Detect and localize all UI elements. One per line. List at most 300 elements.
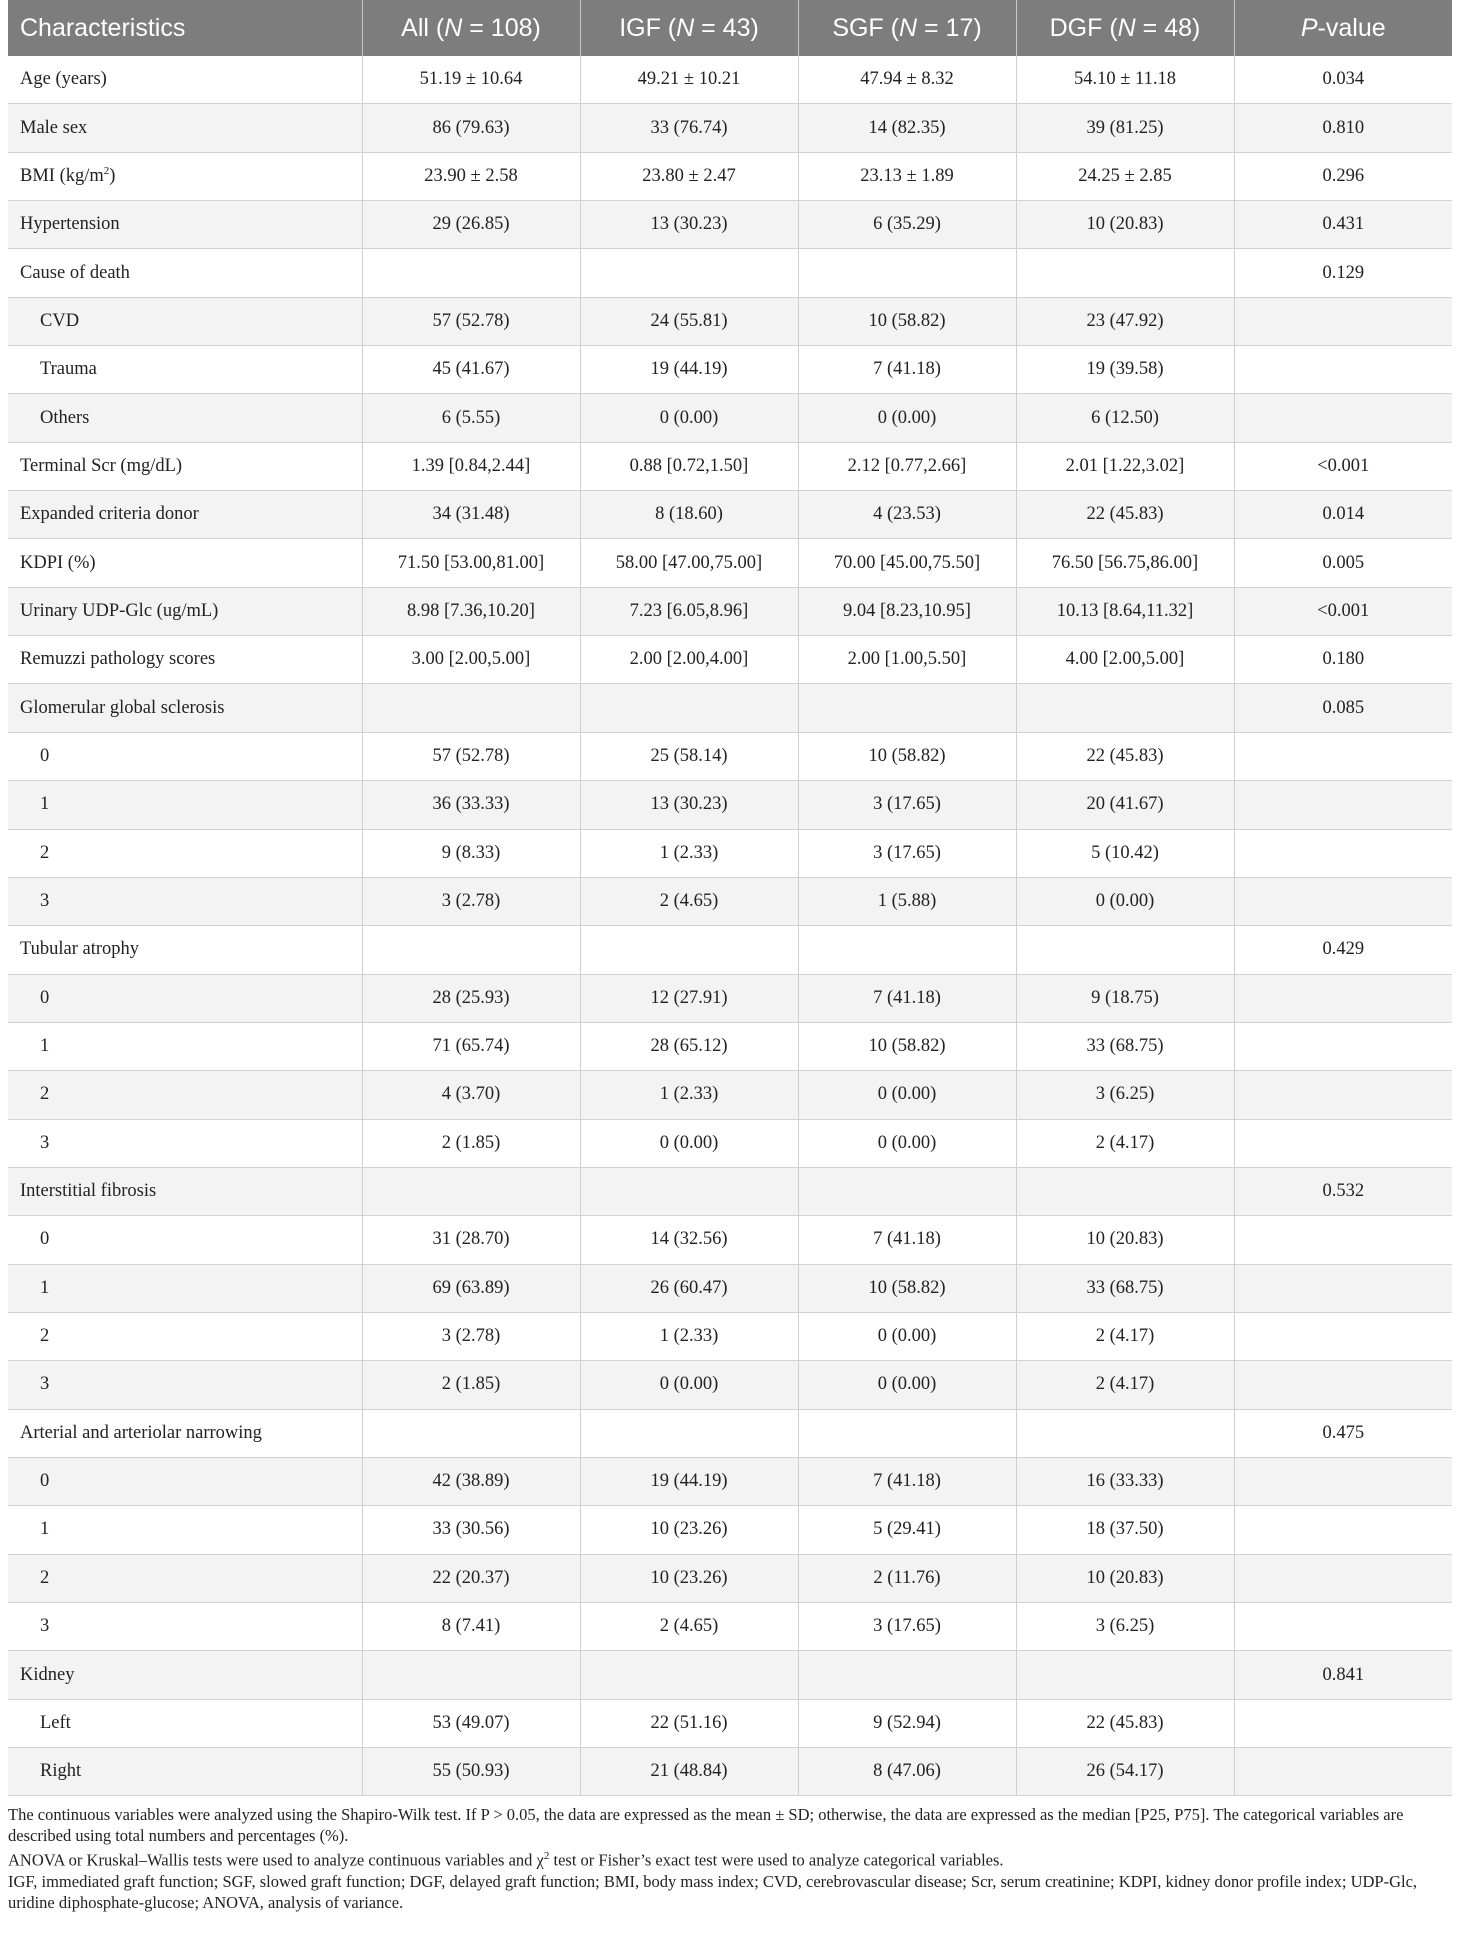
table-cell: 12 (27.91) [580, 974, 798, 1022]
row-label-text: Age (years) [20, 69, 107, 90]
table-cell: 0.431 [1234, 201, 1452, 249]
row-label-text: 3 [40, 891, 50, 912]
table-cell: 9 (52.94) [798, 1699, 1016, 1747]
column-header-suffix: = 108) [462, 13, 541, 42]
table-cell [1234, 1554, 1452, 1602]
table-cell: 0.085 [1234, 684, 1452, 732]
table-cell [362, 1409, 580, 1457]
table-cell: 10 (23.26) [580, 1506, 798, 1554]
table-row [8, 732, 1452, 780]
table-cell: 10 (20.83) [1016, 1554, 1234, 1602]
table-cell: 10 (20.83) [1016, 201, 1234, 249]
row-label [8, 1264, 362, 1312]
table-cell: 2 (11.76) [798, 1554, 1016, 1602]
table-cell: 10 (58.82) [798, 732, 1016, 780]
table-cell [1016, 926, 1234, 974]
table-cell [1234, 394, 1452, 442]
row-label [8, 1651, 362, 1699]
table-cell: 25 (58.14) [580, 732, 798, 780]
row-label-text: KDPI (%) [20, 552, 96, 573]
row-label-text: 1 [40, 1036, 50, 1057]
table-row [8, 1603, 1452, 1651]
table-cell: 3.00 [2.00,5.00] [362, 636, 580, 684]
row-label [8, 877, 362, 925]
column-header-2 [580, 0, 798, 56]
row-label [8, 297, 362, 345]
table-cell: 23.13 ± 1.89 [798, 152, 1016, 200]
row-label [8, 684, 362, 732]
table-cell: 2.01 [1.22,3.02] [1016, 442, 1234, 490]
table-row [8, 1699, 1452, 1747]
column-header-5 [1234, 0, 1452, 56]
header-row [8, 0, 1452, 56]
table-row [8, 394, 1452, 442]
table-cell [1234, 1748, 1452, 1796]
row-label [8, 1361, 362, 1409]
table-cell [1234, 1457, 1452, 1505]
table-cell: 23.90 ± 2.58 [362, 152, 580, 200]
footnote [8, 1871, 1448, 1913]
column-header-text: All ( [401, 13, 445, 42]
table-cell: 1 (2.33) [580, 1312, 798, 1360]
table-cell: 2 (4.17) [1016, 1361, 1234, 1409]
table-row [8, 587, 1452, 635]
table-cell [1234, 1119, 1452, 1167]
table-cell [1234, 1699, 1452, 1747]
table-cell: 76.50 [56.75,86.00] [1016, 539, 1234, 587]
table-cell: 14 (32.56) [580, 1216, 798, 1264]
table-row [8, 152, 1452, 200]
table-row [8, 56, 1452, 104]
table-cell: 4 (3.70) [362, 1071, 580, 1119]
table-row [8, 1264, 1452, 1312]
column-header-text: Characteristics [20, 13, 186, 42]
row-label-text: 2 [40, 842, 50, 863]
table-cell [798, 249, 1016, 297]
table-cell: 0.180 [1234, 636, 1452, 684]
table-cell [1234, 1361, 1452, 1409]
table-cell: 57 (52.78) [362, 297, 580, 345]
column-header-0 [8, 0, 362, 56]
column-header-italic: N [444, 13, 463, 42]
table-cell: 0.475 [1234, 1409, 1452, 1457]
table-cell: 0 (0.00) [1016, 877, 1234, 925]
row-label-text: Trauma [40, 359, 97, 380]
row-label [8, 56, 362, 104]
row-label-text: Hypertension [20, 214, 120, 235]
row-label-text: 3 [40, 1374, 50, 1395]
table-cell: 20 (41.67) [1016, 781, 1234, 829]
row-label-text: 3 [40, 1616, 50, 1637]
table-cell [1016, 1409, 1234, 1457]
table-cell: 10 (20.83) [1016, 1216, 1234, 1264]
table-footnotes [8, 1796, 1452, 1913]
table-cell: 0 (0.00) [798, 1312, 1016, 1360]
row-label-text: 0 [40, 1471, 50, 1492]
table-row [8, 1651, 1452, 1699]
table-cell: 2 (1.85) [362, 1119, 580, 1167]
table-cell [1016, 249, 1234, 297]
row-label [8, 1312, 362, 1360]
table-cell [1234, 781, 1452, 829]
row-label [8, 442, 362, 490]
row-label-text: Tubular atrophy [20, 939, 140, 960]
column-header-italic: N [898, 13, 918, 42]
table-row [8, 1119, 1452, 1167]
column-header-italic: N [676, 13, 695, 42]
table-cell: 0 (0.00) [798, 394, 1016, 442]
row-label-text: 1 [40, 794, 50, 815]
table-cell: 2.12 [0.77,2.66] [798, 442, 1016, 490]
table-row [8, 491, 1452, 539]
row-label [8, 1603, 362, 1651]
table-row [8, 1506, 1452, 1554]
table-cell: 39 (81.25) [1016, 104, 1234, 152]
table-cell [1234, 1071, 1452, 1119]
table-cell: 7 (41.18) [798, 346, 1016, 394]
table-cell: 5 (29.41) [798, 1506, 1016, 1554]
row-label [8, 491, 362, 539]
row-label-text: Kidney [20, 1664, 75, 1685]
table-cell: 0 (0.00) [798, 1071, 1016, 1119]
table-cell: 16 (33.33) [1016, 1457, 1234, 1505]
row-label [8, 636, 362, 684]
table-row [8, 684, 1452, 732]
column-header-italic: N [1117, 13, 1136, 42]
row-label-text: CVD [40, 310, 80, 331]
table-cell: 2 (1.85) [362, 1361, 580, 1409]
table-cell: 3 (6.25) [1016, 1071, 1234, 1119]
table-row [8, 1022, 1452, 1070]
row-label-text: 0 [40, 1229, 50, 1250]
column-header-text: SGF ( [832, 13, 899, 42]
table-cell: 1 (2.33) [580, 829, 798, 877]
table-cell: 0.810 [1234, 104, 1452, 152]
table-cell: 22 (51.16) [580, 1699, 798, 1747]
row-label-text: Left [40, 1712, 71, 1733]
table-cell: 71.50 [53.00,81.00] [362, 539, 580, 587]
table-row [8, 1167, 1452, 1215]
table-row [8, 104, 1452, 152]
row-label [8, 1748, 362, 1796]
row-label-text: Cause of death [20, 262, 130, 283]
column-header-3 [798, 0, 1016, 56]
row-label-text: 1 [40, 1519, 50, 1540]
row-label-text: Expanded criteria donor [20, 504, 199, 525]
table-cell: 6 (12.50) [1016, 394, 1234, 442]
row-label [8, 926, 362, 974]
row-label-text: BMI (kg/m [20, 166, 104, 187]
table-cell: 18 (37.50) [1016, 1506, 1234, 1554]
table-cell [580, 1167, 798, 1215]
table-cell [362, 684, 580, 732]
table-cell [1234, 1603, 1452, 1651]
row-label [8, 1554, 362, 1602]
table-cell: 10 (23.26) [580, 1554, 798, 1602]
table-row [8, 1409, 1452, 1457]
table-row [8, 1748, 1452, 1796]
row-label-text: Remuzzi pathology scores [20, 649, 216, 670]
table-cell [798, 684, 1016, 732]
table-cell: 24.25 ± 2.85 [1016, 152, 1234, 200]
table-cell: 3 (2.78) [362, 1312, 580, 1360]
table-cell [362, 1167, 580, 1215]
table-cell [1234, 829, 1452, 877]
table-cell: 24 (55.81) [580, 297, 798, 345]
row-label [8, 732, 362, 780]
table-cell: 22 (20.37) [362, 1554, 580, 1602]
table-cell: 33 (68.75) [1016, 1022, 1234, 1070]
row-label-text: 2 [40, 1567, 50, 1588]
row-label-text: Urinary UDP-Glc (ug/mL) [20, 600, 219, 621]
footnote-text: IGF, immediated graft function; SGF, slowed graft function; DGF, delayed graft function; BMI, body mass index; CVD, cerebrovascular disease; Scr, serum creatinine; KDPI, kidney donor profile index; UDP-Glc, uridine diphosphate-glucose; ANOVA, analysis of variance. [8, 1871, 1418, 1912]
row-label [8, 152, 362, 200]
footnote-text: ANOVA or Kruskal–Wallis tests were used to analyze continuous variables and χ [8, 1850, 544, 1870]
table-cell: 6 (5.55) [362, 394, 580, 442]
row-label [8, 394, 362, 442]
table-cell: 1 (2.33) [580, 1071, 798, 1119]
column-header-1 [362, 0, 580, 56]
table-row [8, 636, 1452, 684]
row-label [8, 249, 362, 297]
table-row [8, 877, 1452, 925]
table-cell: 22 (45.83) [1016, 732, 1234, 780]
table-row [8, 1216, 1452, 1264]
table-cell: 13 (30.23) [580, 201, 798, 249]
table-cell: 2.00 [2.00,4.00] [580, 636, 798, 684]
table-cell: 7 (41.18) [798, 1216, 1016, 1264]
table-cell: 10.13 [8.64,11.32] [1016, 587, 1234, 635]
table-cell: 3 (2.78) [362, 877, 580, 925]
table-cell: 13 (30.23) [580, 781, 798, 829]
table-cell: 71 (65.74) [362, 1022, 580, 1070]
table-cell: 10 (58.82) [798, 297, 1016, 345]
table-cell: 7 (41.18) [798, 974, 1016, 1022]
table-row [8, 201, 1452, 249]
table-cell: 23 (47.92) [1016, 297, 1234, 345]
row-label-text: Terminal Scr (mg/dL) [20, 455, 183, 476]
row-label-superscript: 2 [103, 165, 110, 178]
row-label-text: Glomerular global sclerosis [20, 697, 225, 718]
table-row [8, 297, 1452, 345]
table-cell: 58.00 [47.00,75.00] [580, 539, 798, 587]
table-cell: 0.296 [1234, 152, 1452, 200]
table-cell: 1 (5.88) [798, 877, 1016, 925]
table-cell: 2 (4.65) [580, 1603, 798, 1651]
table-cell: 0 (0.00) [580, 1361, 798, 1409]
table-cell: 0.034 [1234, 56, 1452, 104]
table-cell: 4 (23.53) [798, 491, 1016, 539]
table-cell: 28 (65.12) [580, 1022, 798, 1070]
table-cell: 0 (0.00) [580, 394, 798, 442]
table-cell [580, 926, 798, 974]
table-cell [1234, 974, 1452, 1022]
table-cell: 19 (39.58) [1016, 346, 1234, 394]
table-cell [1234, 1264, 1452, 1312]
table-cell: 10 (58.82) [798, 1022, 1016, 1070]
table-cell: 33 (76.74) [580, 104, 798, 152]
table-cell: 26 (54.17) [1016, 1748, 1234, 1796]
column-header-4 [1016, 0, 1234, 56]
table-row [8, 1361, 1452, 1409]
table-cell: 0.014 [1234, 491, 1452, 539]
table-cell: 47.94 ± 8.32 [798, 56, 1016, 104]
table-cell [362, 249, 580, 297]
column-header-suffix: = 43) [694, 13, 759, 42]
table-cell [1234, 297, 1452, 345]
row-label-suffix: ) [109, 166, 116, 187]
table-cell: <0.001 [1234, 442, 1452, 490]
row-label-text: 2 [40, 1084, 50, 1105]
table-cell [580, 1651, 798, 1699]
table-cell: 23.80 ± 2.47 [580, 152, 798, 200]
table-cell [798, 1651, 1016, 1699]
table-row [8, 442, 1452, 490]
row-label [8, 1699, 362, 1747]
row-label-text: 0 [40, 987, 50, 1008]
table-cell: 36 (33.33) [362, 781, 580, 829]
table-cell: 57 (52.78) [362, 732, 580, 780]
table-cell: 31 (28.70) [362, 1216, 580, 1264]
footnote-text-suffix: test or Fisher’s exact test were used to analyze categorical variables. [549, 1850, 1004, 1870]
table-cell [1016, 1651, 1234, 1699]
footnote-superscript: 2 [543, 1850, 550, 1863]
row-label [8, 346, 362, 394]
row-label [8, 201, 362, 249]
table-cell: 9 (8.33) [362, 829, 580, 877]
table-cell [1234, 1022, 1452, 1070]
row-label [8, 829, 362, 877]
row-label-text: 0 [40, 745, 50, 766]
column-header-suffix: = 48) [1135, 13, 1201, 42]
table-cell [362, 926, 580, 974]
row-label [8, 1409, 362, 1457]
table-cell: 51.19 ± 10.64 [362, 56, 580, 104]
table-cell: 8 (47.06) [798, 1748, 1016, 1796]
table-cell: 0.129 [1234, 249, 1452, 297]
row-label-text: Interstitial fibrosis [20, 1181, 157, 1202]
table-cell [580, 1409, 798, 1457]
table-row [8, 539, 1452, 587]
table-cell: 0.429 [1234, 926, 1452, 974]
table-cell: 53 (49.07) [362, 1699, 580, 1747]
row-label [8, 539, 362, 587]
table-cell [1234, 732, 1452, 780]
table-cell: 19 (44.19) [580, 1457, 798, 1505]
table-row [8, 1457, 1452, 1505]
table-cell: 8 (7.41) [362, 1603, 580, 1651]
table-cell: 3 (17.65) [798, 1603, 1016, 1651]
row-label-text: Right [40, 1761, 82, 1782]
table-cell: 3 (6.25) [1016, 1603, 1234, 1651]
table-cell: 6 (35.29) [798, 201, 1016, 249]
table-body [8, 56, 1452, 1796]
table-row [8, 1071, 1452, 1119]
row-label [8, 781, 362, 829]
row-label-text: 1 [40, 1277, 50, 1298]
row-label [8, 1216, 362, 1264]
table-cell: 7 (41.18) [798, 1457, 1016, 1505]
table-cell: 10 (58.82) [798, 1264, 1016, 1312]
table-cell [1016, 1167, 1234, 1215]
table-row [8, 926, 1452, 974]
table-cell: 22 (45.83) [1016, 1699, 1234, 1747]
table-cell: 54.10 ± 11.18 [1016, 56, 1234, 104]
table-cell: 70.00 [45.00,75.50] [798, 539, 1016, 587]
table-cell: 0.841 [1234, 1651, 1452, 1699]
table-cell: 86 (79.63) [362, 104, 580, 152]
table-cell: 14 (82.35) [798, 104, 1016, 152]
table-cell [1234, 1312, 1452, 1360]
table-cell: <0.001 [1234, 587, 1452, 635]
row-label [8, 1022, 362, 1070]
table-cell: 29 (26.85) [362, 201, 580, 249]
table-row [8, 346, 1452, 394]
table-cell: 55 (50.93) [362, 1748, 580, 1796]
row-label [8, 1457, 362, 1505]
table-cell: 9 (18.75) [1016, 974, 1234, 1022]
row-label [8, 104, 362, 152]
row-label [8, 1071, 362, 1119]
table-cell: 21 (48.84) [580, 1748, 798, 1796]
table-cell [580, 684, 798, 732]
column-header-italic: P [1300, 13, 1318, 42]
row-label [8, 1167, 362, 1215]
table-row [8, 249, 1452, 297]
table-cell [798, 1409, 1016, 1457]
row-label [8, 587, 362, 635]
table-cell [1234, 346, 1452, 394]
table-cell [798, 1167, 1016, 1215]
table-cell [798, 926, 1016, 974]
table-cell: 69 (63.89) [362, 1264, 580, 1312]
table-cell [1016, 684, 1234, 732]
table-cell [580, 249, 798, 297]
row-label-text: Others [40, 407, 90, 428]
table-cell: 0.005 [1234, 539, 1452, 587]
row-label-text: Male sex [20, 117, 88, 138]
table-cell: 34 (31.48) [362, 491, 580, 539]
table-cell: 9.04 [8.23,10.95] [798, 587, 1016, 635]
table-cell: 0.532 [1234, 1167, 1452, 1215]
table-cell: 33 (30.56) [362, 1506, 580, 1554]
table-cell: 2.00 [1.00,5.50] [798, 636, 1016, 684]
row-label [8, 1119, 362, 1167]
column-header-text: DGF ( [1049, 13, 1118, 42]
row-label-text: 2 [40, 1326, 50, 1347]
table-cell: 0 (0.00) [580, 1119, 798, 1167]
table-cell: 5 (10.42) [1016, 829, 1234, 877]
table-row [8, 781, 1452, 829]
table-cell: 0.88 [0.72,1.50] [580, 442, 798, 490]
table-cell: 49.21 ± 10.21 [580, 56, 798, 104]
table-row [8, 974, 1452, 1022]
table-cell [1234, 1506, 1452, 1554]
row-label-text: Arterial and arteriolar narrowing [20, 1422, 262, 1443]
table-cell: 42 (38.89) [362, 1457, 580, 1505]
table-cell [1234, 877, 1452, 925]
table-cell: 7.23 [6.05,8.96] [580, 587, 798, 635]
column-header-suffix: = 17) [917, 13, 982, 42]
table-row [8, 1554, 1452, 1602]
table-row [8, 1312, 1452, 1360]
table-cell: 2 (4.17) [1016, 1119, 1234, 1167]
table-cell: 0 (0.00) [798, 1361, 1016, 1409]
table-cell: 8 (18.60) [580, 491, 798, 539]
table-cell: 4.00 [2.00,5.00] [1016, 636, 1234, 684]
characteristics-table [8, 0, 1452, 1796]
table-cell: 22 (45.83) [1016, 491, 1234, 539]
